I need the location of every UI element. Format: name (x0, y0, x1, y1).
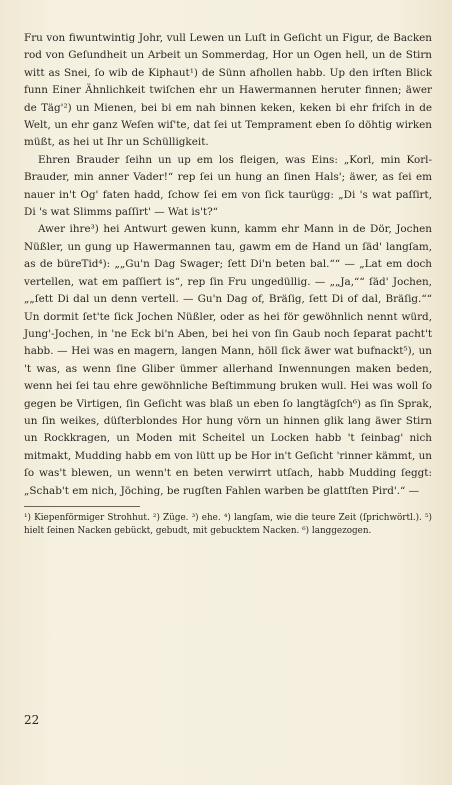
footnote-rule (24, 506, 140, 507)
footnotes (24, 512, 432, 538)
paragraph-3: Awer ihre³) hei Antwurt gewen kunn, kamm ehr Mann in de Dör, Jochen Nüßler, un gung up Hawermannen tau, gawm em de Hand un ſäd' langſam, as de büreTid⁴): „„Gu'n Dag Swager; ſett Di'n beten bal.““ — „Lat em doch vertellen, wat em paſſiert is“, rep ſin Fru ungedüllig. — „„Ja,““ ſäd' Jochen, „„ſett Di dal un denn vertell. — Gu'n Dag of, Bräſig, ſett Di of dal, Bräſig.““ Un dormit ſet'te ſick Jochen Nüßler, oder as hei för gewöhnlich nennt würd, Jung'-Jochen, in 'ne Eck bi'n Aben, bei hei von ſin Gaub noch ſeparat pacht't habb. — Hei was en magern, langen Mann, höll ſick äwer wat bufnackt⁵), un 't was, as wenn ſine Gliber ümmer allerhand Inwennungen maken beden, wenn hei ſei tau ehre gewöhnliche Beſtimmung bruken wull. Hei was woll ſo gegen be Virtigen, ſin Geſicht was blaß un eben ſo langtägſch⁶) as ſin Sprak, un ſin weikes, düſterblondes Hor hung vörn un hinnen glik lang äwer Stirn un Rockkragen, un Moden mit Scheitel un Locken habb 't ſeinbag' nich mitmakt, Mudding habb em von lütt up be Hor in't Geſicht 'rinner kämmt, un ſo was't blewen, un wenn't en beten verwirrt utſach, habb Mudding ſeggt: „Schab't em nich, Jöching, be rugſten Fahlen warben be glattſten Pird'.“ — (24, 223, 432, 497)
paragraph-1: Fru von fiwuntwintig Johr, vull Lewen un Luſt in Geſicht un Figur, de Backen rod von Geſundheit un Arbeit un Sommerdag, Hor un Ogen hell, un de Stirn witt as Snei, ſo wib de Kiphaut¹) de Sünn afhollen habb. Up den irſten Blick funn Einer Ähnlichkeit twiſchen ehr un Hawermannen heruter finnen; äwer de Täg'²) un Mienen, bei bi em nah binnen keken, keken bi ehr friſch in de Welt, un ehr ganz Weſen wiſ'te, dat ſei ut Temprament eben ſo döhtig wirken müßt, as hei ut Ihr un Schülligkeit. (24, 32, 432, 149)
page-number: 22 (24, 713, 40, 727)
footnote-text: ¹) Kiepenförmiger Strohhut. ²) Züge. ³) ehe. ⁴) langſam, wie die teure Zeit (ſprichwörtl.). ⁵) hielt ſeinen Nacken gebückt, gebudt, mit gebucktem Nacken. ⁶) langgezogen. (24, 512, 432, 536)
body-text (24, 30, 432, 500)
paragraph-2: Ehren Brauder ſeihn un up em los fleigen, was Eins: „Korl, min Korl-Brauder, min anner Vader!“ rep ſei un hung an ſinen Hals'; äwer, as ſei em nauer in't Og' faten hadd, ſchow ſei em von ſick taurügg: „Di 's wat paſſirt, Di 's wat Slimms paſſirt' — Wat is't?“ (24, 153, 432, 219)
